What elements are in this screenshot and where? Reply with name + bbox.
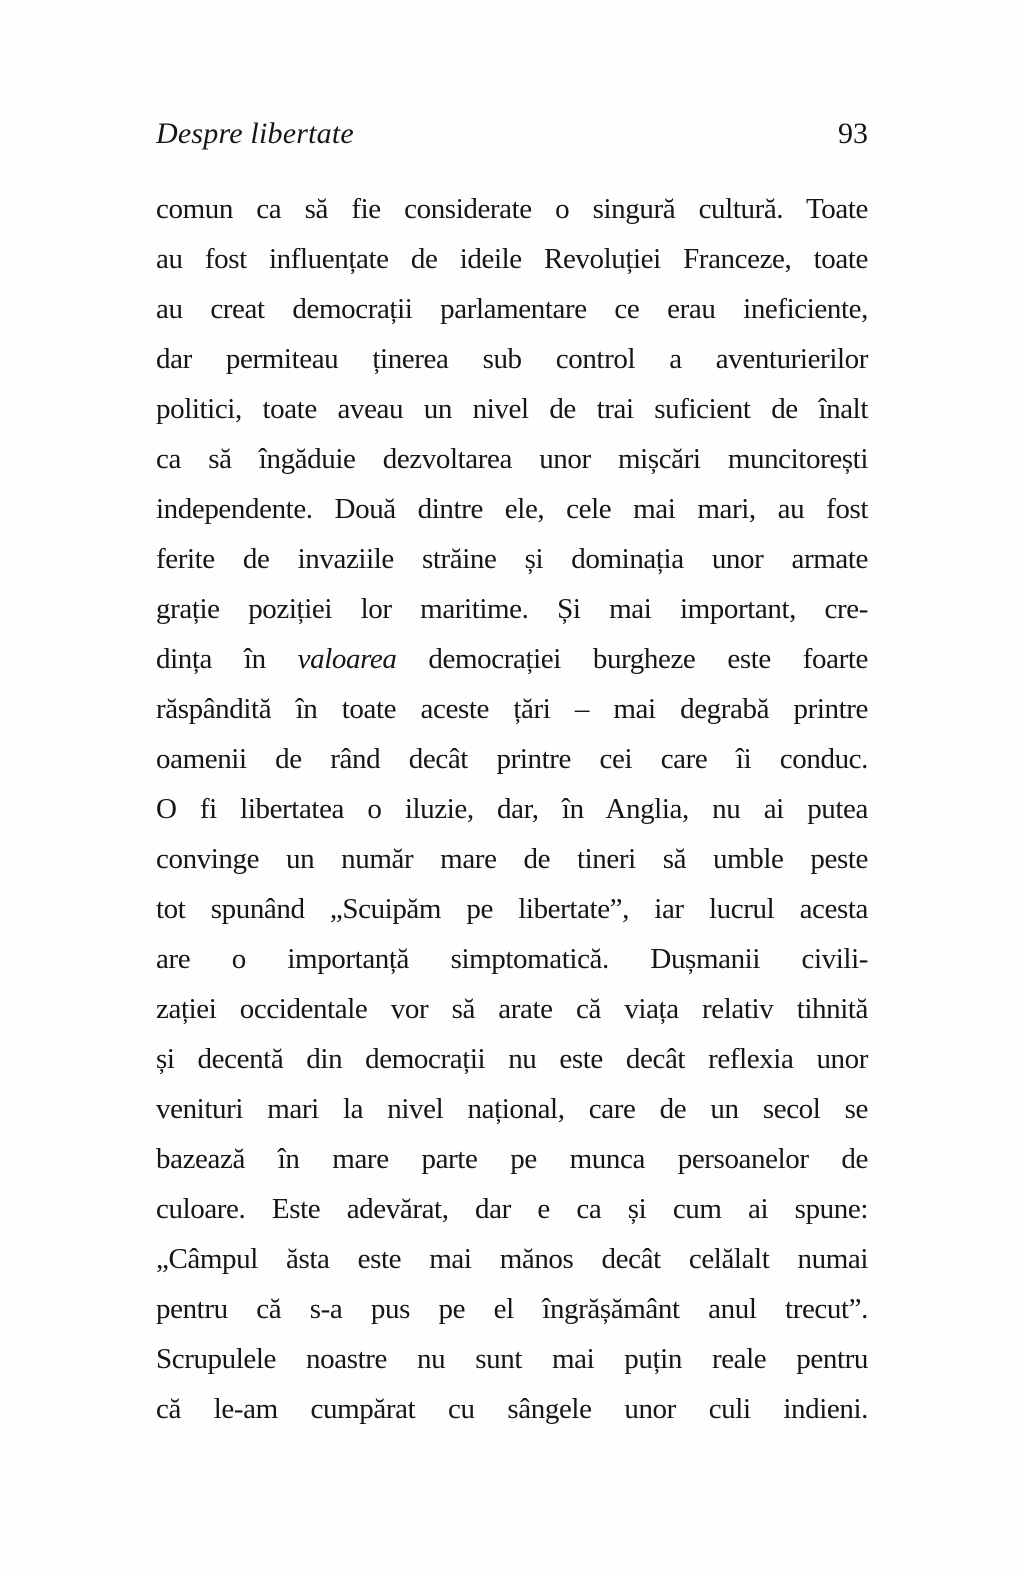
text-segment: venituri mari la nivel național, care de un secol se (156, 1093, 868, 1125)
text-line (156, 334, 868, 384)
text-segment: are o importanță simptomatică. Dușmanii civili- (156, 943, 868, 975)
text-segment: au creat democrații parlamentare ce erau ineficiente, (156, 293, 868, 325)
text-line (156, 184, 868, 234)
text-segment: culoare. Este adevărat, dar e ca și cum ai spune: (156, 1193, 868, 1225)
text-segment: grație poziției lor maritime. Și mai important, cre- (156, 593, 868, 625)
page-body (156, 184, 868, 1434)
text-line (156, 1084, 868, 1134)
italic-text-segment: valoarea (297, 643, 397, 675)
text-segment: tot spunând „Scuipăm pe libertate”, iar lucrul acesta (156, 893, 868, 925)
text-line (156, 984, 868, 1034)
text-line (156, 434, 868, 484)
text-line (156, 784, 868, 834)
text-line (156, 284, 868, 334)
text-segment: politici, toate aveau un nivel de trai suficient de înalt (156, 393, 868, 425)
text-line (156, 1334, 868, 1384)
text-line (156, 634, 868, 684)
text-segment: ferite de invaziile străine și dominația unor armate (156, 543, 868, 575)
text-segment: O fi libertatea o iluzie, dar, în Anglia, nu ai putea (156, 793, 868, 825)
text-segment: democrației burgheze este foarte (396, 643, 868, 675)
running-header (156, 116, 868, 152)
text-line (156, 584, 868, 634)
text-line (156, 1384, 868, 1434)
text-line (156, 684, 868, 734)
text-segment: pentru că s-a pus pe el îngrășământ anul trecut”. (156, 1293, 868, 1325)
text-line (156, 1234, 868, 1284)
text-segment: „Câmpul ăsta este mai mănos decât celălalt numai (156, 1243, 868, 1275)
text-line (156, 934, 868, 984)
text-segment: că le-am cumpărat cu sângele unor culi indieni. (156, 1393, 868, 1425)
text-segment: independente. Două dintre ele, cele mai mari, au fost (156, 493, 868, 525)
text-segment: dința în (156, 643, 298, 675)
text-segment: comun ca să fie considerate o singură cultură. Toate (156, 193, 868, 225)
text-segment: oamenii de rând decât printre cei care îi conduc. (156, 743, 868, 775)
text-segment: convinge un număr mare de tineri să umble peste (156, 843, 868, 875)
page-number: 93 (838, 117, 868, 150)
text-segment: zației occidentale vor să arate că viața relativ tihnită (156, 993, 868, 1025)
text-segment: ca să îngăduie dezvoltarea unor mișcări muncitorești (156, 443, 868, 475)
text-line (156, 1284, 868, 1334)
text-segment: și decentă din democrații nu este decât reflexia unor (156, 1043, 868, 1075)
text-line (156, 834, 868, 884)
text-line (156, 534, 868, 584)
text-segment: bazează în mare parte pe munca persoanelor de (156, 1143, 868, 1175)
text-line (156, 1184, 868, 1234)
text-segment: au fost influențate de ideile Revoluției Franceze, toate (156, 243, 868, 275)
text-segment: răspândită în toate aceste țări – mai degrabă printre (156, 693, 868, 725)
text-segment: dar permiteau ținerea sub control a aventurierilor (156, 343, 868, 375)
running-header-title: Despre libertate (156, 117, 354, 150)
text-line (156, 384, 868, 434)
text-segment: Scrupulele noastre nu sunt mai puțin reale pentru (156, 1343, 868, 1375)
text-line (156, 234, 868, 284)
text-line (156, 484, 868, 534)
text-line (156, 884, 868, 934)
text-line (156, 1134, 868, 1184)
text-line (156, 734, 868, 784)
text-line (156, 1034, 868, 1084)
